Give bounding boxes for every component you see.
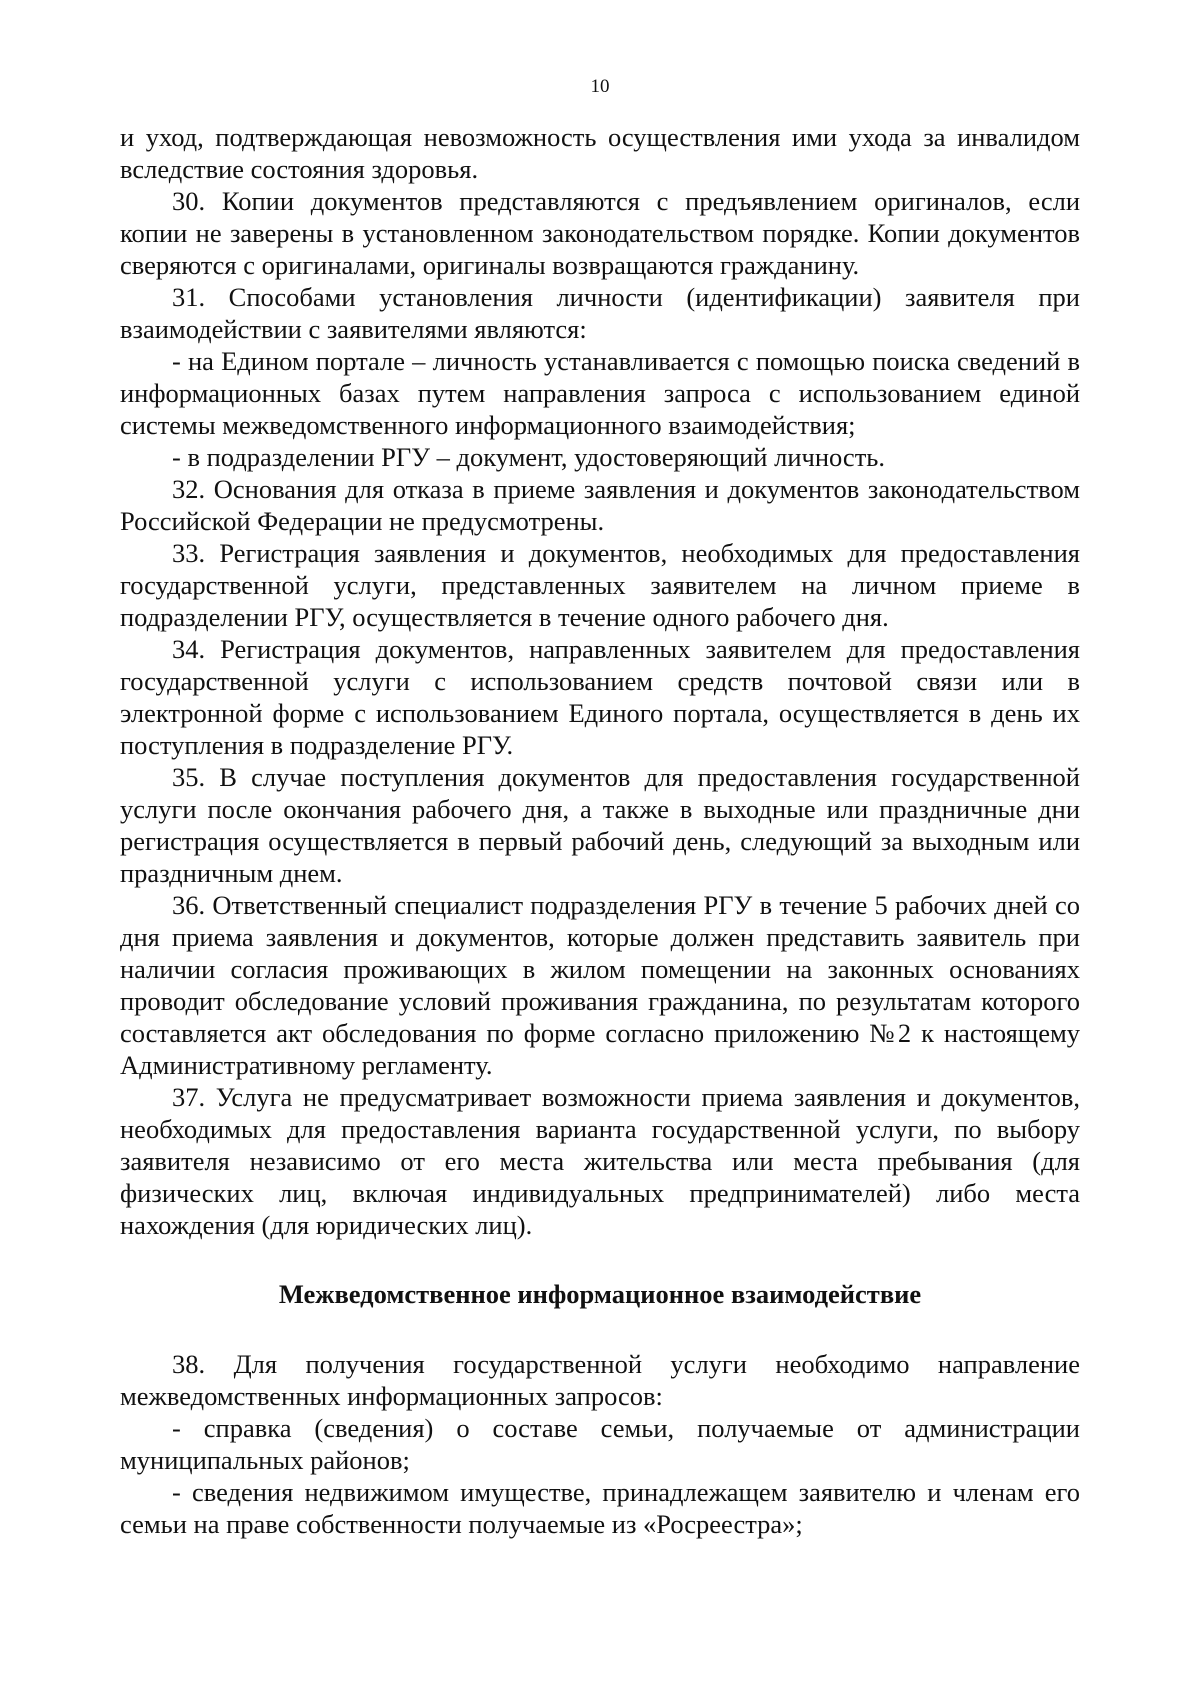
list-item-unified-portal: - на Едином портале – личность устанавливается с помощью поиска сведений в информационных базах путем направления запроса с использованием единой системы межведомственного информационного взаимодействия; xyxy=(120,346,1080,440)
paragraph-34: 34. Регистрация документов, направленных заявителем для предоставления государственной услуги с использованием средств почтовой связи или в электронной форме с использованием Единого портала, осуществляется в день их поступления в подразделение РГУ. xyxy=(120,634,1080,760)
paragraph-32: 32. Основания для отказа в приеме заявления и документов законодательством Российской Федерации не предусмотрены. xyxy=(120,474,1080,536)
document-body xyxy=(120,121,1080,1540)
paragraph-38: 38. Для получения государственной услуги необходимо направление межведомственных информационных запросов: xyxy=(120,1349,1080,1411)
list-item-family-composition: - справка (сведения) о составе семьи, получаемые от администрации муниципальных районов; xyxy=(120,1413,1080,1475)
list-item-real-estate: - сведения недвижимом имуществе, принадлежащем заявителю и членам его семьи на праве собственности получаемые из «Росреестра»; xyxy=(120,1477,1080,1539)
page-number: 10 xyxy=(590,76,610,97)
paragraph-36: 36. Ответственный специалист подразделения РГУ в течение 5 рабочих дней со дня приема заявления и документов, которые должен представить заявитель при наличии согласия проживающих в жилом помещении на законных основаниях проводит обследование условий проживания гражданина, по результатам которого составляется акт обследования по форме согласно приложению №2 к настоящему Административному регламенту. xyxy=(120,890,1080,1080)
paragraph-30: 30. Копии документов представляются с предъявлением оригиналов, если копии не заверены в установленном законодательством порядке. Копии документов сверяются с оригиналами, оригиналы возвращаются гражданину. xyxy=(120,186,1080,280)
paragraph-33: 33. Регистрация заявления и документов, необходимых для предоставления государственной услуги, представленных заявителем на личном приеме в подразделении РГУ, осуществляется в течение одного рабочего дня. xyxy=(120,538,1080,632)
list-item-rgu-division: - в подразделении РГУ – документ, удостоверяющий личность. xyxy=(172,442,885,472)
paragraph-continuation: и уход, подтверждающая невозможность осуществления ими ухода за инвалидом вследствие состояния здоровья. xyxy=(120,122,1080,184)
paragraph-35: 35. В случае поступления документов для предоставления государственной услуги после окончания рабочего дня, а также в выходные или праздничные дни регистрация осуществляется в первый рабочий день, следующий за выходным или праздничным днем. xyxy=(120,762,1080,888)
section-heading: Межведомственное информационное взаимодействие xyxy=(278,1279,922,1309)
paragraph-31: 31. Способами установления личности (идентификации) заявителя при взаимодействии с заявителями являются: xyxy=(120,282,1080,344)
paragraph-37: 37. Услуга не предусматривает возможности приема заявления и документов, необходимых для предоставления варианта государственной услуги, по выбору заявителя независимо от его места жительства или места пребывания (для физических лиц, включая индивидуальных предпринимателей) либо места нахождения (для юридических лиц). xyxy=(120,1082,1080,1240)
